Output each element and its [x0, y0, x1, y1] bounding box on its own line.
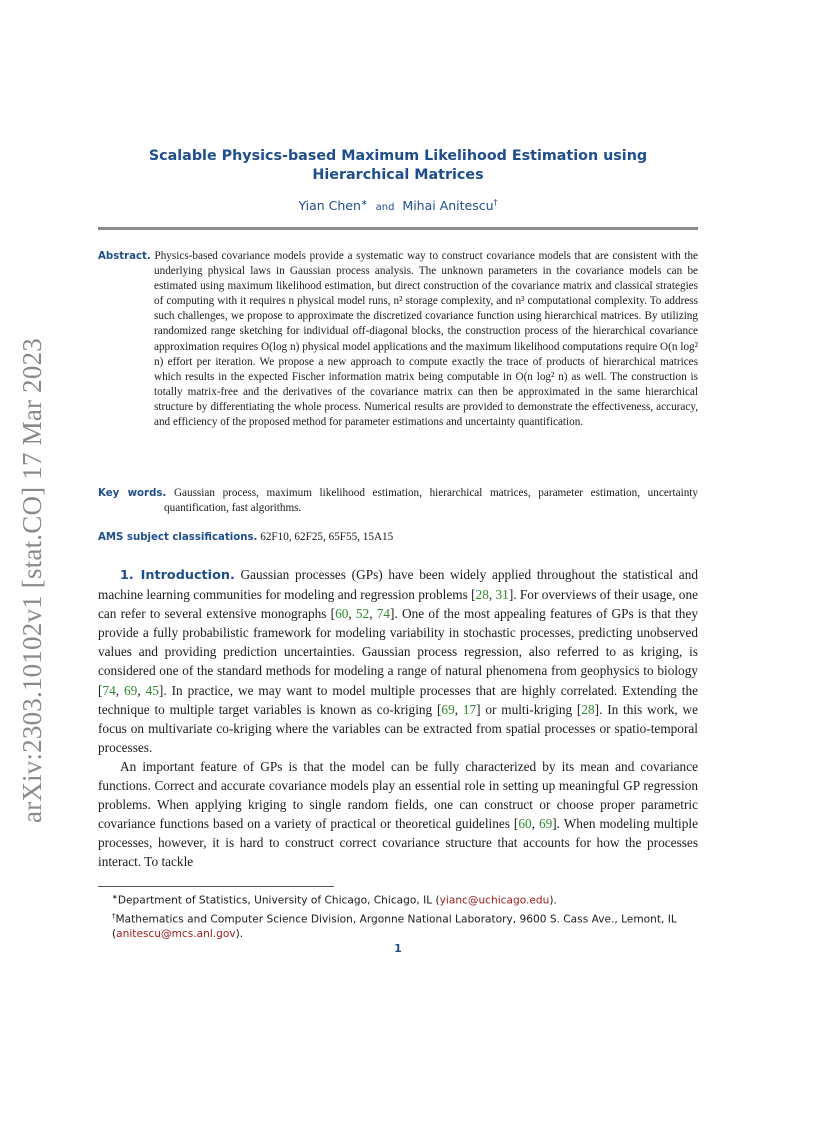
- author-anitescu: Mihai Anitescu: [402, 198, 494, 214]
- citation-link[interactable]: 74: [376, 606, 391, 622]
- title-rule: [98, 227, 698, 230]
- citation-link[interactable]: 60: [518, 816, 532, 832]
- email-link-chen[interactable]: yianc@uchicago.edu: [439, 894, 550, 907]
- ams-text: 62F10, 62F25, 65F55, 15A15: [260, 531, 394, 543]
- footnote-mark-star[interactable]: ∗: [360, 198, 368, 207]
- section-heading: 1. Introduction.: [120, 568, 235, 583]
- footnote-1-mark: ∗: [112, 893, 118, 901]
- intro-text: An important feature of GPs is that the model can be fully characterized by its mean and covariance functions. Correct and accurate covariance models play an essential role in setting up meaningful GP regression problems. When applying kriging to single random fields, one can construct or choose proper parametric covariance functions based on a variety of practical or theoretical guidelines [: [98, 758, 698, 832]
- abstract-text: Physics-based covariance models provide a systematic way to construct covariance models that are consistent with the underlying physical laws in Gaussian process analysis. The unknown parameters in the covariance models can be estimated using maximum likelihood estimation, but direct construction of the covariance matrix and classical strategies of computing with it requires n physical model runs, n² storage complexity, and n³ computational complexity. To address such challenges, we propose to approximate the discretized covariance function using hierarchical matrices. By utilizing randomized range sketching for individual off-diagonal blocks, the construction process of the hierarchical covariance approximation requires O(log n) physical model applications and the maximum likelihood computations require O(n log² n) effort per iteration. We propose a new approach to compute exactly the trace of products of hierarchical matrices which results in the expected Fischer information matrix being computable in O(n log² n) as well. The construction is totally matrix-free and the derivatives of the covariance matrix can then be approximated in the same hierarchical structure by differentiating the whole process. Numerical results are provided to demonstrate the effectiveness, accuracy, and efficiency of the proposed method for parameter estimations and uncertainty quantification.: [154, 250, 699, 429]
- author-chen: Yian Chen: [298, 198, 361, 214]
- paper-title: Scalable Physics-based Maximum Likelihood Estimation using Hierarchical Matrices: [148, 148, 648, 183]
- citation-link[interactable]: 28: [475, 587, 489, 603]
- intro-paragraph-2: An important feature of GPs is that the model can be fully characterized by its mean and covariance functions. Correct and accurate covariance models play an essential role in setting up meaningful GP regression problems. When applying kriging to single random fields, one can construct or choose proper parametric covariance functions based on a variety of practical or theoretical guidelines [60, 69]. When modeling multiple processes, however, it is hard to construct correct covariance structure that accounts for how the processes interact. To tackle: [98, 758, 698, 870]
- citation-link[interactable]: 69: [441, 701, 455, 717]
- intro-text: ]. One of the most appealing features of GPs is that they provide a fully probabilistic framework for modeling variability in stochastic processes, predicting unobserved values and providing prediction uncertainties. Gaussian process regression, also referred to as kriging, is considered one of the standard methods for modeling a range of natural phenomena from geophysics to biology [: [98, 606, 699, 698]
- footnote-rule: [98, 886, 334, 887]
- intro-paragraph-1: 1. Introduction. Gaussian processes (GPs) have been widely applied throughout the statistical and machine learning communities for modeling and regression problems [28, 31]. For overviews of their usage, one can refer to several extensive monographs [60, 52, 74]. One of the most appealing features of GPs is that they provide a fully probabilistic framework for modeling variability in stochastic processes, predicting unobserved values and providing prediction uncertainties. Gaussian process regression, also referred to as kriging, is considered one of the standard methods for modeling a range of natural phenomena from geophysics to biology [74, 69, 45]. In practice, we may want to model multiple processes that are highly correlated. Extending the technique to multiple target variables is known as co-kriging [69, 17] or multi-kriging [28]. In this work, we focus on multivariate co-kriging where the variables can be extracted from spatial processes or spatio-temporal processes.: [98, 567, 699, 755]
- footnote-1: [98, 890, 698, 909]
- citation-link[interactable]: 60: [335, 606, 349, 622]
- email-link-anitescu[interactable]: anitescu@mcs.anl.gov: [116, 928, 236, 941]
- intro-text: Gaussian processes (GPs) have been widely applied throughout the statistical and machine learning communities for modeling and regression problems [: [98, 567, 698, 603]
- footnote-2: [98, 909, 698, 943]
- intro-text: ]. For overviews of their usage, one can refer to several extensive monographs [: [98, 587, 698, 622]
- citation-link[interactable]: 74: [102, 682, 116, 698]
- citation-link[interactable]: 69: [538, 816, 553, 832]
- ams-label: AMS subject classifications.: [98, 532, 258, 543]
- citation-link[interactable]: 28: [581, 701, 595, 717]
- footnote-2-mark: †: [112, 911, 116, 920]
- ams-block: [98, 530, 698, 545]
- footnote-1-text: Department of Statistics, University of Chicago, Chicago, IL (: [117, 894, 440, 907]
- keywords-label: Key words.: [98, 488, 167, 499]
- footnote-mark-dagger[interactable]: †: [493, 198, 498, 207]
- author-separator: and: [375, 202, 395, 214]
- keywords-block: [98, 486, 698, 516]
- citation-link[interactable]: 52: [355, 606, 370, 622]
- author-line: [98, 198, 698, 213]
- arxiv-sidebar: [6, 200, 58, 960]
- introduction-section: [98, 565, 698, 872]
- citation-link[interactable]: 45: [145, 682, 159, 698]
- page-number: 1: [394, 942, 402, 955]
- citation-link[interactable]: 31: [495, 587, 509, 603]
- citation-link[interactable]: 17: [462, 701, 477, 717]
- intro-text: ] or multi-kriging [: [476, 701, 582, 717]
- abstract-label: Abstract.: [98, 251, 151, 262]
- arxiv-identifier: arXiv:2303.10102v1 [stat.CO] 17 Mar 2023: [16, 337, 47, 823]
- footnotes: [98, 890, 698, 942]
- abstract-block: [98, 249, 698, 430]
- intro-text: ]. In practice, we may want to model multiple processes that are highly correlated. Extending the technique to multiple target variables is known as co-kriging [: [98, 682, 698, 717]
- citation-link[interactable]: 69: [124, 682, 138, 698]
- footnote-2-text: Mathematics and Computer Science Division, Argonne National Laboratory, 9600 S. Cass Ave., Lemont, IL (: [112, 913, 677, 941]
- intro-text: ]. When modeling multiple processes, however, it is hard to construct correct covariance structure that accounts for how the processes interact. To tackle: [98, 816, 698, 870]
- footnote-2-end: ).: [235, 928, 244, 941]
- footnote-1-end: ).: [549, 894, 557, 907]
- keywords-text: Gaussian process, maximum likelihood estimation, hierarchical matrices, parameter estimation, uncertainty quantification, fast algorithms.: [164, 487, 698, 515]
- intro-text: ]. In this work, we focus on multivariate co-kriging where the variables can be extracted from spatial processes or spatio-temporal processes.: [98, 701, 699, 755]
